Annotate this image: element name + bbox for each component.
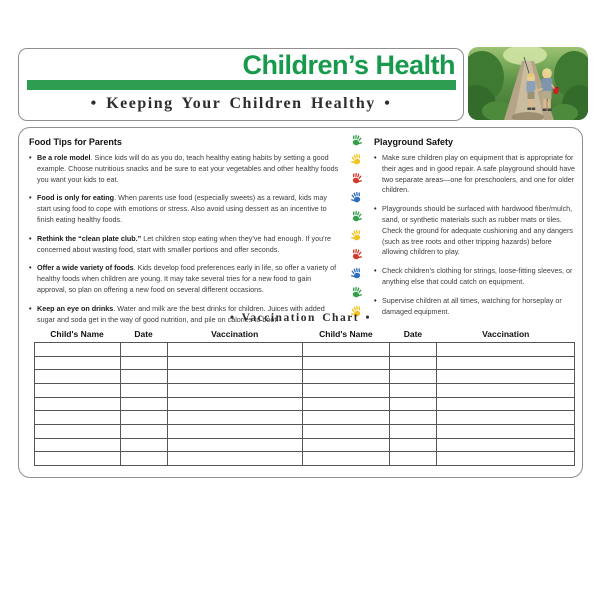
bullet-item: • Be a role model. Since kids will do as you do, teach healthy eating habits by setting a good example. Choose nutritious snacks and be sure to eat your vegetables and other healthy foods you want your kids to eat.	[29, 153, 339, 184]
table-row	[35, 397, 575, 411]
table-cell-empty[interactable]	[120, 397, 167, 411]
table-row	[35, 356, 575, 370]
table-cell-empty[interactable]	[120, 452, 167, 466]
table-cell-empty[interactable]	[35, 438, 121, 452]
table-cell-empty[interactable]	[167, 356, 302, 370]
handprint-icon	[350, 172, 363, 185]
table-cell-empty[interactable]	[35, 452, 121, 466]
handprint-icon	[350, 210, 363, 223]
table-cell-empty[interactable]	[167, 452, 302, 466]
table-cell-empty[interactable]	[35, 383, 121, 397]
table-cell-empty[interactable]	[302, 452, 389, 466]
food-tips-list	[29, 153, 341, 325]
bullet-item: • Supervise children at all times, watching for horseplay or damaged equipment.	[374, 295, 562, 316]
table-cell-empty[interactable]	[436, 411, 574, 425]
table-cell-empty[interactable]	[302, 343, 389, 357]
table-cell-empty[interactable]	[167, 424, 302, 438]
handprint-icon	[350, 248, 363, 261]
table-cell-empty[interactable]	[35, 424, 121, 438]
table-cell-empty[interactable]	[389, 411, 436, 425]
bullet-item: • Rethink the “clean plate club.” Let children stop eating when they’ve had enough. If you’re concerned about wasting food, start with smaller portions and offer seconds.	[29, 233, 332, 254]
table-row	[35, 424, 575, 438]
vaccination-column-header: Date	[403, 329, 423, 339]
handprint-icon	[350, 286, 363, 299]
table-cell-empty[interactable]	[302, 383, 389, 397]
table-cell-empty[interactable]	[35, 370, 121, 384]
vaccination-chart-title: • Vaccination Chart •	[229, 312, 372, 324]
table-cell-empty[interactable]	[302, 411, 389, 425]
table-cell-empty[interactable]	[167, 370, 302, 384]
table-cell-empty[interactable]	[389, 438, 436, 452]
food-tips-heading: Food Tips for Parents	[29, 137, 122, 147]
table-cell-empty[interactable]	[389, 424, 436, 438]
table-cell-empty[interactable]	[302, 424, 389, 438]
table-cell-empty[interactable]	[436, 424, 574, 438]
table-cell-empty[interactable]	[302, 397, 389, 411]
table-cell-empty[interactable]	[120, 438, 167, 452]
bullet-item: • Food is only for eating. When parents use food (especially sweets) as a reward, kids may start using food to cope with emotions or stress. Also avoid using dessert as an incentive to finish eating healthy foods.	[29, 193, 328, 224]
table-row	[35, 343, 575, 357]
content-box	[18, 127, 583, 478]
table-cell-empty[interactable]	[120, 411, 167, 425]
table-row	[35, 411, 575, 425]
table-cell-empty[interactable]	[35, 343, 121, 357]
table-cell-empty[interactable]	[389, 452, 436, 466]
header-box	[18, 48, 464, 121]
page-subtitle: • Keeping Your Children Healthy •	[90, 95, 392, 112]
bullet-item: • Check children’s clothing for strings, loose-fitting sleeves, or anything else that could catch on equipment.	[374, 266, 573, 286]
table-cell-empty[interactable]	[120, 343, 167, 357]
table-cell-empty[interactable]	[389, 343, 436, 357]
table-cell-empty[interactable]	[302, 438, 389, 452]
bullet-item: • Offer a wide variety of foods. Kids develop food preferences early in life, so offer a variety of healthy foods when children are young. It may take several tries for a new food to gain approval, so plan on offering a new food on several different occasions.	[29, 263, 337, 294]
page-title: Children’s Health	[242, 50, 455, 80]
bullet-item: • Make sure children play on equipment that is appropriate for their ages and in good repair. A safe playground should have two separate areas—one for preschoolers, and one for older children.	[374, 153, 576, 195]
food-tips-section	[29, 137, 341, 333]
table-cell-empty[interactable]	[436, 438, 574, 452]
table-row	[35, 452, 575, 466]
table-cell-empty[interactable]	[436, 452, 574, 466]
table-cell-empty[interactable]	[35, 397, 121, 411]
children-walking-photo	[468, 47, 588, 120]
table-cell-empty[interactable]	[436, 343, 574, 357]
playground-safety-section	[374, 137, 577, 325]
bullet-item: • Keep an eye on drinks. Water and milk are the best drinks for children. Juices with added sugar and soda get in the way of good nutrition, and pile on calories to boot.	[29, 303, 325, 324]
handprint-icon	[350, 267, 363, 280]
table-cell-empty[interactable]	[120, 356, 167, 370]
playground-safety-list	[374, 153, 577, 317]
table-cell-empty[interactable]	[35, 411, 121, 425]
table-cell-empty[interactable]	[389, 397, 436, 411]
table-cell-empty[interactable]	[120, 383, 167, 397]
table-cell-empty[interactable]	[436, 356, 574, 370]
table-row	[35, 370, 575, 384]
table-cell-empty[interactable]	[167, 438, 302, 452]
photo-illustration	[468, 47, 588, 120]
table-cell-empty[interactable]	[436, 397, 574, 411]
vaccination-column-header: Vaccination	[482, 329, 530, 339]
table-row	[35, 383, 575, 397]
table-cell-empty[interactable]	[389, 356, 436, 370]
vaccination-column-header: Child's Name	[50, 329, 104, 339]
table-cell-empty[interactable]	[167, 397, 302, 411]
handprint-column	[346, 134, 366, 318]
table-cell-empty[interactable]	[436, 370, 574, 384]
handprint-icon	[350, 153, 363, 166]
handprint-icon	[350, 134, 363, 147]
table-cell-empty[interactable]	[167, 383, 302, 397]
table-row	[35, 438, 575, 452]
title-underline-bar	[27, 80, 456, 90]
vaccination-chart-header-row	[34, 329, 575, 339]
table-cell-empty[interactable]	[35, 356, 121, 370]
vaccination-chart-table	[34, 342, 575, 466]
bullet-item: • Playgrounds should be surfaced with hardwood fiber/mulch, sand, or synthetic materials such as rubber mats or tiles. Check the ground for adequate cushioning and any dangers (such as tree roots and other tripping hazards) before allowing children to play.	[374, 204, 574, 257]
vaccination-column-header: Date	[134, 329, 153, 339]
vaccination-column-header: Child's Name	[319, 329, 373, 339]
table-cell-empty[interactable]	[167, 411, 302, 425]
table-cell-empty[interactable]	[167, 343, 302, 357]
handprint-icon	[350, 191, 363, 204]
vaccination-table-body	[35, 343, 575, 466]
table-cell-empty[interactable]	[389, 370, 436, 384]
table-cell-empty[interactable]	[120, 424, 167, 438]
table-cell-empty[interactable]	[120, 370, 167, 384]
table-cell-empty[interactable]	[302, 370, 389, 384]
table-cell-empty[interactable]	[436, 383, 574, 397]
table-cell-empty[interactable]	[302, 356, 389, 370]
table-cell-empty[interactable]	[389, 383, 436, 397]
playground-safety-heading: Playground Safety	[374, 137, 454, 147]
handprint-icon	[350, 229, 363, 242]
vaccination-column-header: Vaccination	[211, 329, 259, 339]
